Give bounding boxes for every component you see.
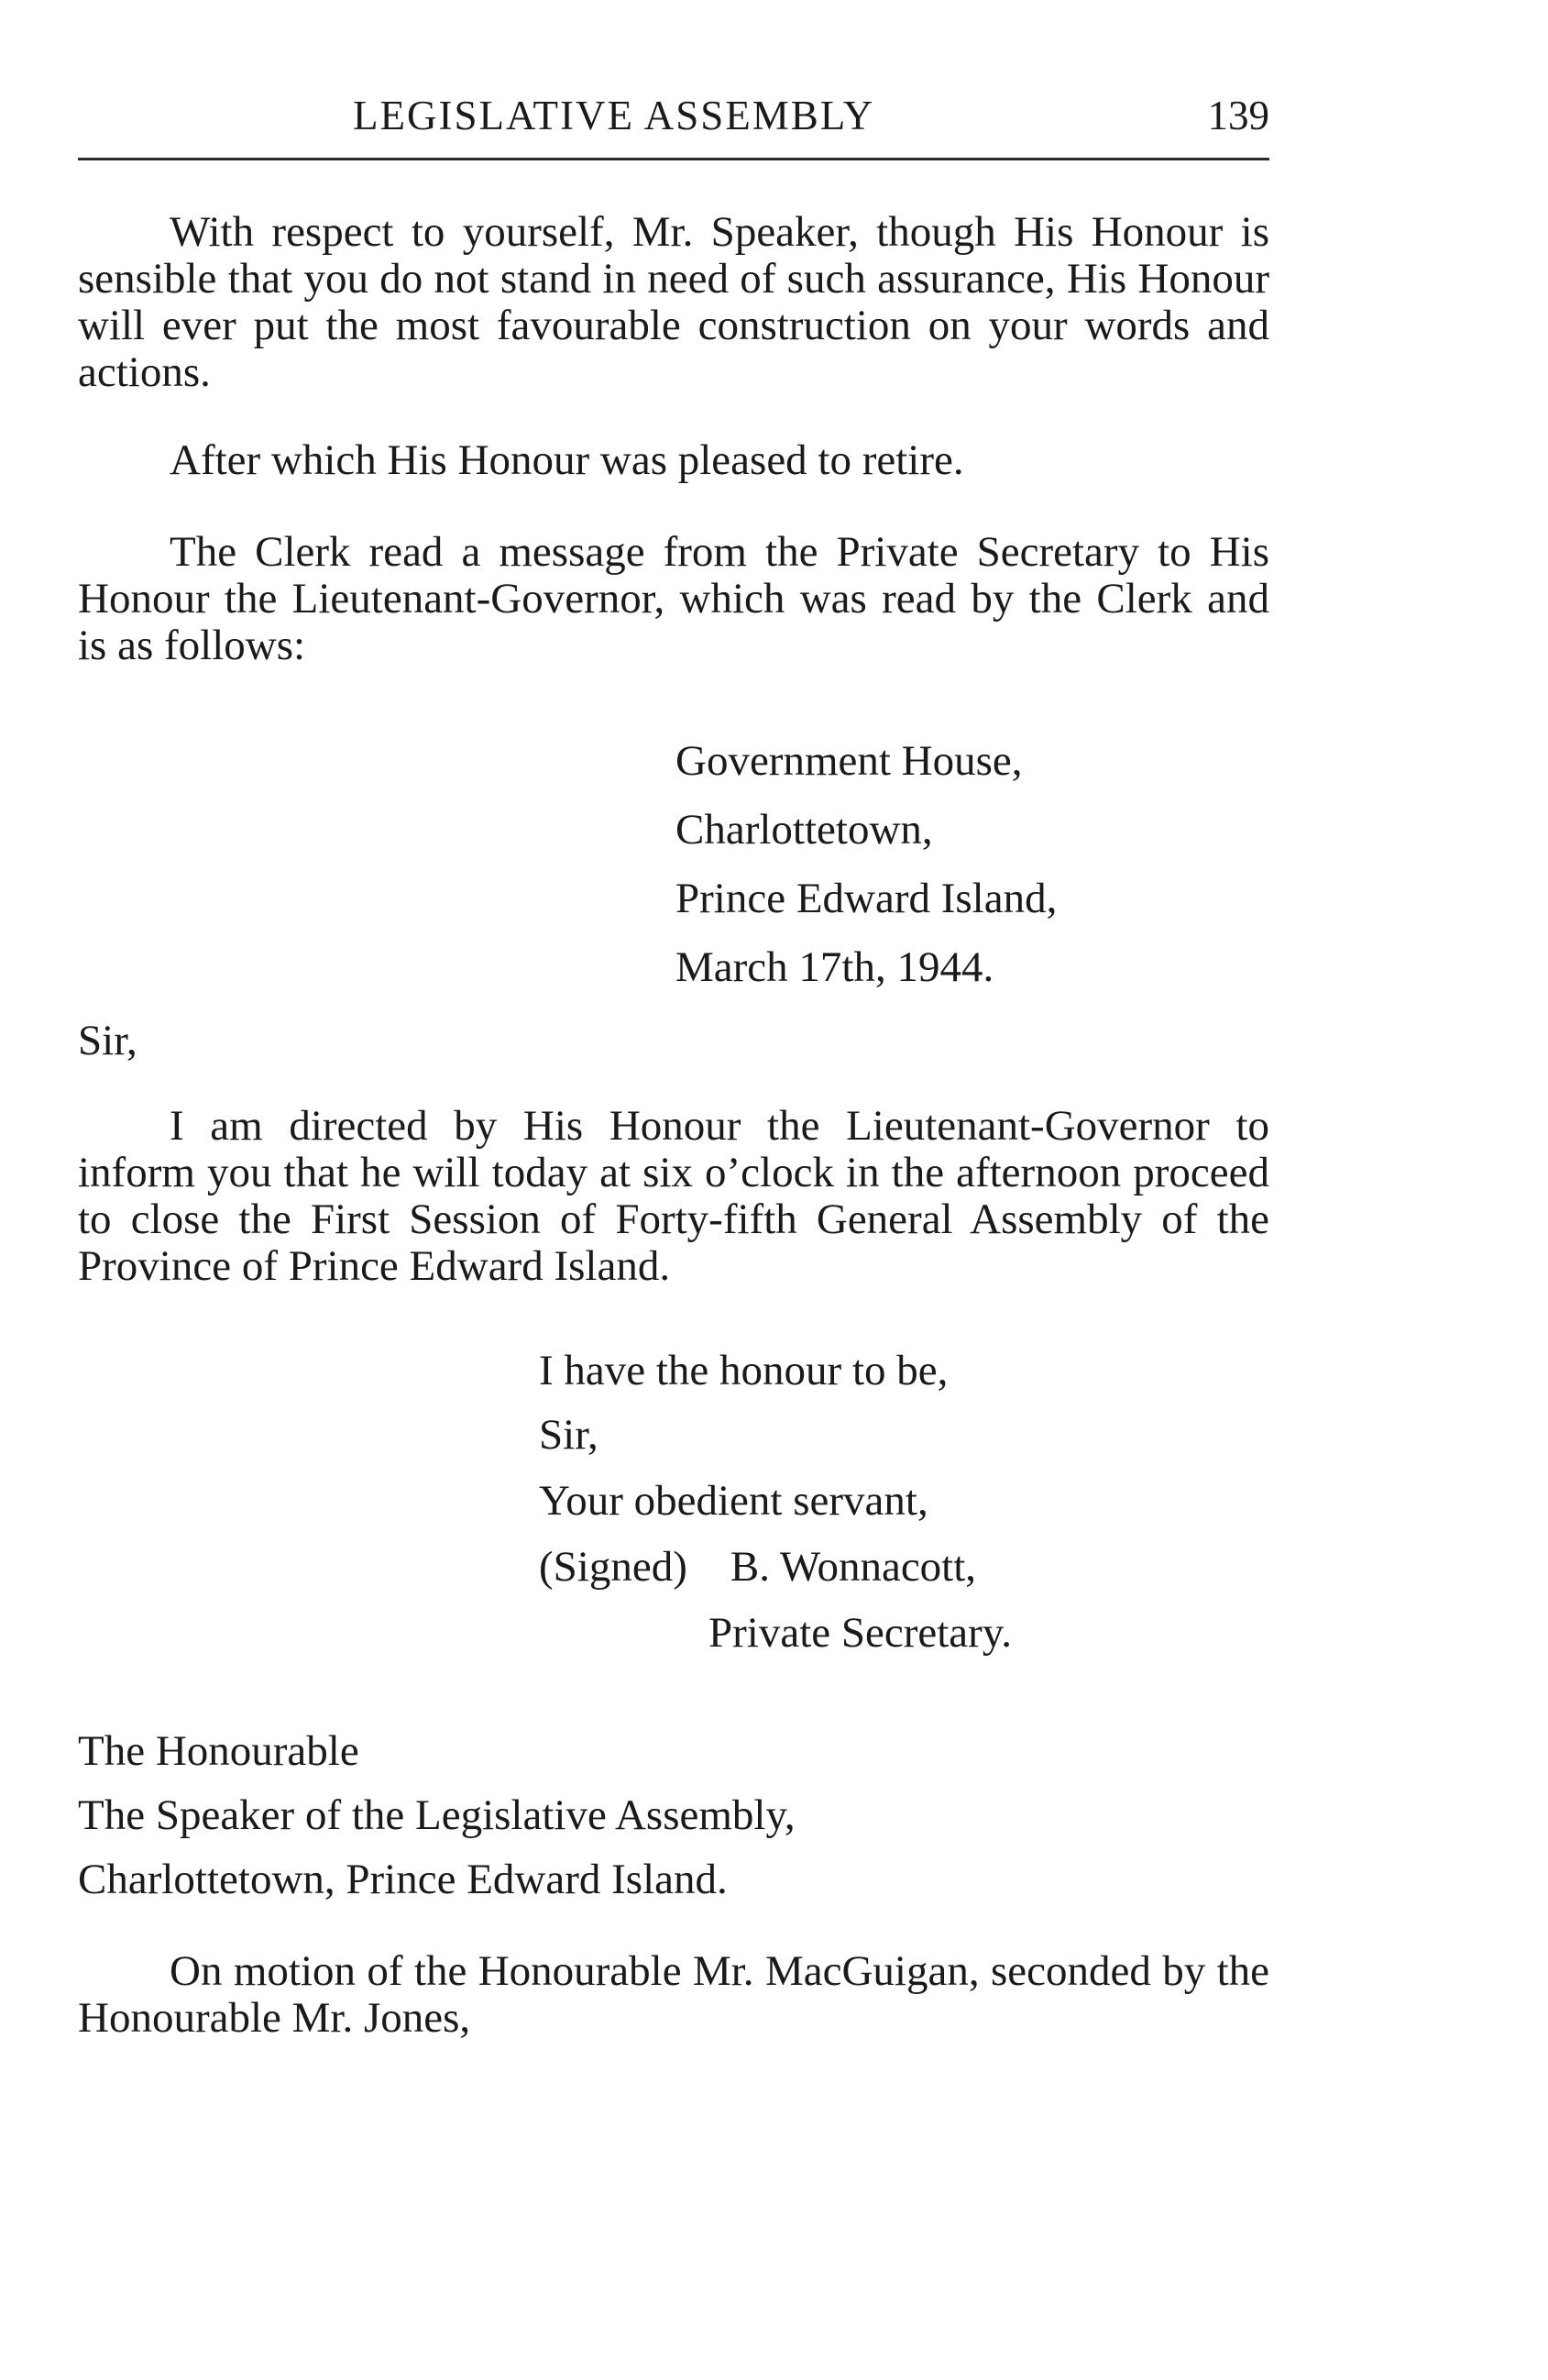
paragraph-honour-retire: After which His Honour was pleased to retire.	[170, 436, 964, 484]
closing-signature-line: (Signed) B. Wonnacott,	[539, 1543, 977, 1591]
closing-line: I have the honour to be,	[539, 1347, 949, 1394]
paragraph-clerk-message: The Clerk read a message from the Private Secretary to His Honour the Lieutenant-Governor, which was read by the Clerk and is as follows:	[78, 528, 1269, 669]
address-line: Charlottetown,	[675, 806, 933, 854]
letter-body: I am directed by His Honour the Lieutenant-Governor to inform you that he will today at six o’clock in the afternoon proceed to close the First Session of Forty-fifth General Assembly of the Province of Prince Edward Island.	[78, 1102, 1269, 1290]
inside-address-line: The Speaker of the Legislative Assembly,	[78, 1791, 796, 1839]
address-line: Prince Edward Island,	[675, 875, 1058, 922]
closing-line: Your obedient servant,	[539, 1477, 928, 1525]
inside-address-line: Charlottetown, Prince Edward Island.	[78, 1856, 728, 1903]
address-line: Government House,	[675, 737, 1023, 785]
page-number: 139	[1207, 93, 1269, 138]
letter-salutation: Sir,	[78, 1017, 137, 1064]
closing-line: Sir,	[539, 1411, 598, 1459]
running-header	[78, 92, 1269, 156]
paragraph-speaker-assurance: With respect to yourself, Mr. Speaker, though His Honour is sensible that you do not stand in need of such assurance, His Honour will ever put the most favourable construction on your words and actions.	[78, 208, 1269, 396]
inside-address-line: The Honourable	[78, 1727, 359, 1775]
header-rule	[78, 158, 1269, 160]
signer-title: Private Secretary.	[708, 1609, 1013, 1657]
address-line: March 17th, 1944.	[675, 943, 994, 991]
paragraph-motion: On motion of the Honourable Mr. MacGuigan, seconded by the Honourable Mr. Jones,	[78, 1947, 1269, 2042]
header-title: LEGISLATIVE ASSEMBLY	[353, 93, 875, 138]
